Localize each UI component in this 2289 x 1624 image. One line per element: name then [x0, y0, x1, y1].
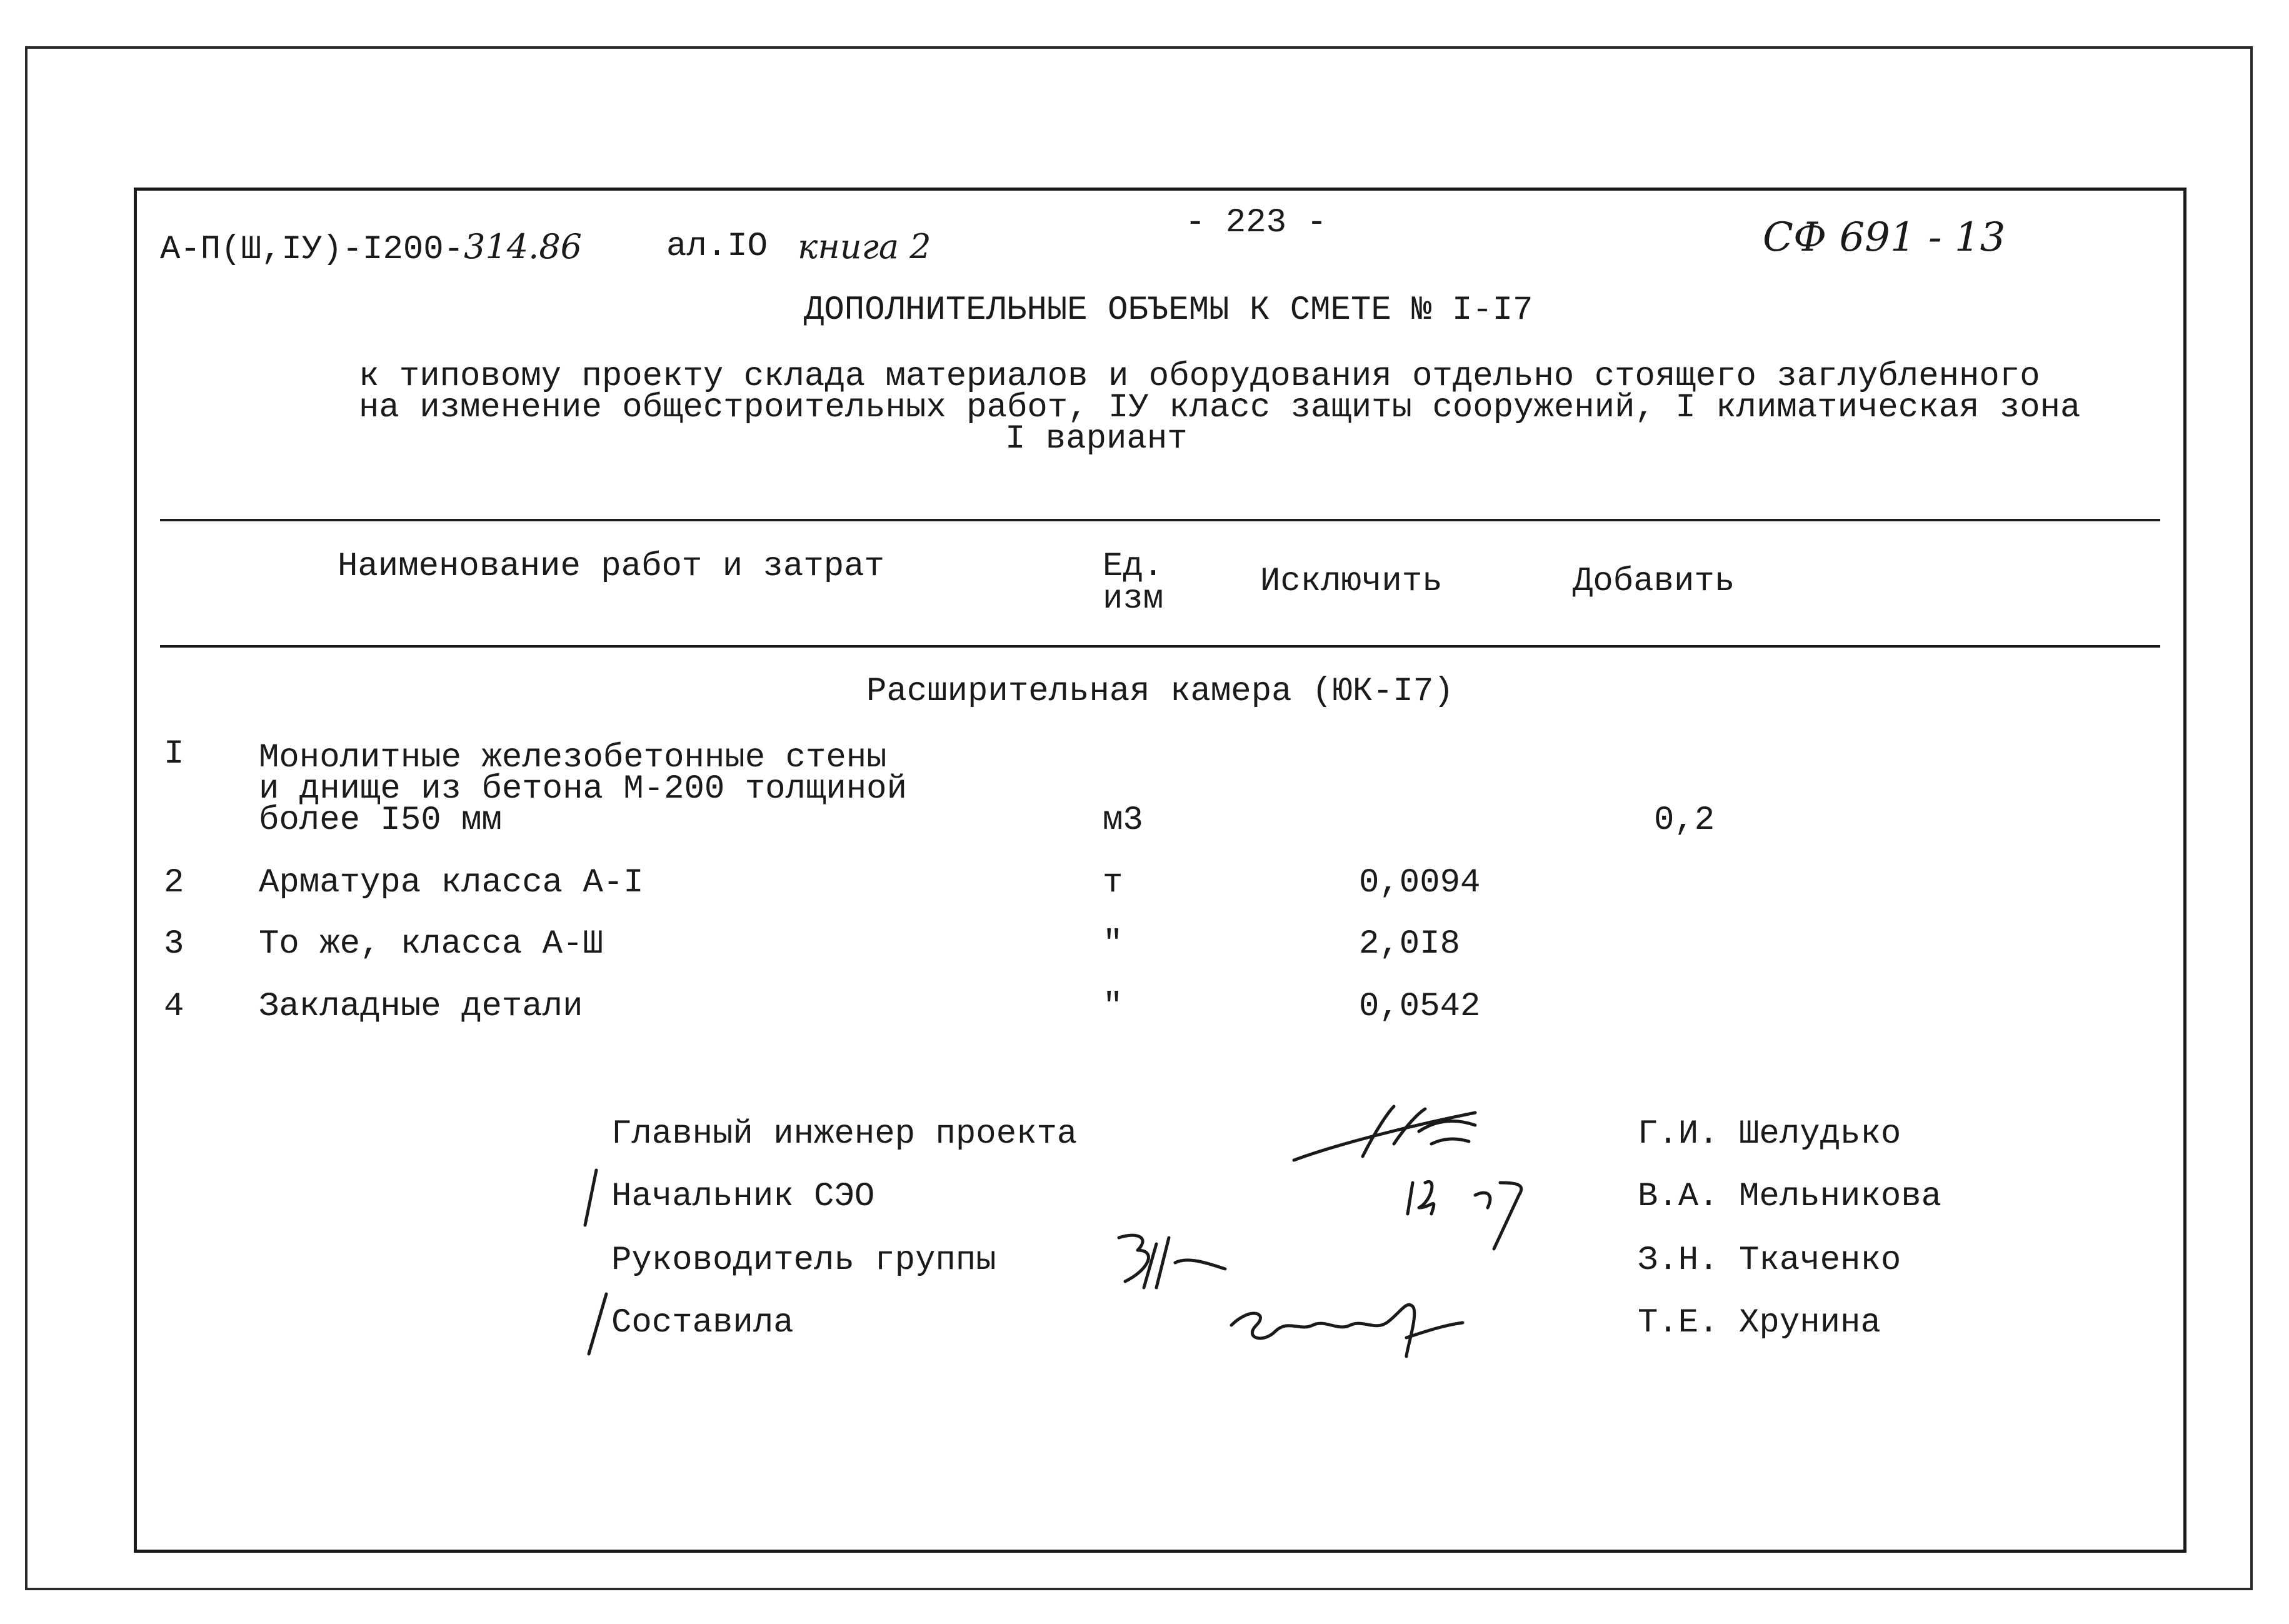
- section-heading: Расширительная камера (ЮК-I7): [866, 673, 1454, 711]
- row-3-exclude: 2,0I8: [1359, 925, 1461, 963]
- row-2-unit: т: [1103, 864, 1123, 902]
- col-header-exclude: Исключить: [1260, 563, 1443, 601]
- row-3-unit: ": [1103, 925, 1123, 963]
- col-header-add: Добавить: [1573, 563, 1735, 601]
- row-1-unit: м3: [1103, 801, 1143, 840]
- role-head-seo: Начальник СЭО: [611, 1178, 875, 1216]
- margin-tick-mark: [585, 1291, 610, 1356]
- page-title: ДОПОЛНИТЕЛЬНЫЕ ОБЪЕМЫ К СМЕТЕ № I-I7: [804, 291, 1533, 329]
- doc-code: [160, 227, 583, 269]
- name-group-leader: З.Н. Ткаченко: [1638, 1241, 1901, 1280]
- row-4-unit: ": [1103, 988, 1123, 1026]
- row-1-add: 0,2: [1654, 801, 1715, 840]
- row-1-name-line-3: более I50 мм: [259, 801, 502, 840]
- row-2-name: Арматура класса А-I: [259, 864, 644, 902]
- row-3-number: 3: [164, 925, 184, 963]
- signature-head-seo: [1400, 1170, 1538, 1251]
- role-chief-engineer: Главный инженер проекта: [611, 1115, 1078, 1153]
- name-chief-engineer: Г.И. Шелудько: [1638, 1115, 1901, 1153]
- row-2-exclude: 0,0094: [1359, 864, 1481, 902]
- doc-code-typed: А-П(Ш,IУ)-I200-: [160, 231, 464, 269]
- name-compiler: Т.Е. Хрунина: [1638, 1304, 1881, 1342]
- subtitle-line-2: на изменение общестроительных работ, IУ класс защиты сооружений, I климатическая зона: [359, 389, 2081, 427]
- signature-compiler: [1219, 1288, 1469, 1363]
- album-label: ал.IO: [666, 228, 768, 266]
- margin-tick-mark: [581, 1168, 600, 1228]
- signature-chief-engineer: [1288, 1100, 1488, 1169]
- col-header-unit-2: изм: [1103, 580, 1164, 618]
- stamp-code: СФ 691 - 13: [1763, 214, 2006, 261]
- col-header-unit-1: Ед.: [1103, 548, 1164, 586]
- row-4-number: 4: [164, 988, 184, 1026]
- col-header-name: Наименование работ и затрат: [338, 548, 884, 586]
- row-3-name: То же, класса А-Ш: [259, 925, 603, 963]
- doc-code-handwritten: 314.86: [464, 227, 583, 266]
- name-head-seo: В.А. Мельникова: [1638, 1178, 1942, 1216]
- subtitle-line-3: I вариант: [1005, 420, 1188, 458]
- subtitle-line-1: к типовому проекту склада материалов и оборудования отдельно стоящего заглубленного: [359, 358, 2040, 396]
- page-number: - 223 -: [1185, 204, 1327, 242]
- row-2-number: 2: [164, 864, 184, 902]
- book-label: книга 2: [798, 227, 931, 266]
- table-top-rule: [160, 519, 2160, 521]
- row-1-name-line-1: Монолитные железобетонные стены: [259, 739, 887, 777]
- row-4-name: Закладные детали: [259, 988, 583, 1026]
- row-1-name-line-2: и днище из бетона М-200 толщиной: [259, 770, 907, 808]
- role-compiler: Составила: [611, 1304, 794, 1342]
- row-4-exclude: 0,0542: [1359, 988, 1481, 1026]
- row-1-number: I: [164, 735, 184, 773]
- role-group-leader: Руководитель группы: [611, 1241, 996, 1280]
- table-header-rule: [160, 645, 2160, 648]
